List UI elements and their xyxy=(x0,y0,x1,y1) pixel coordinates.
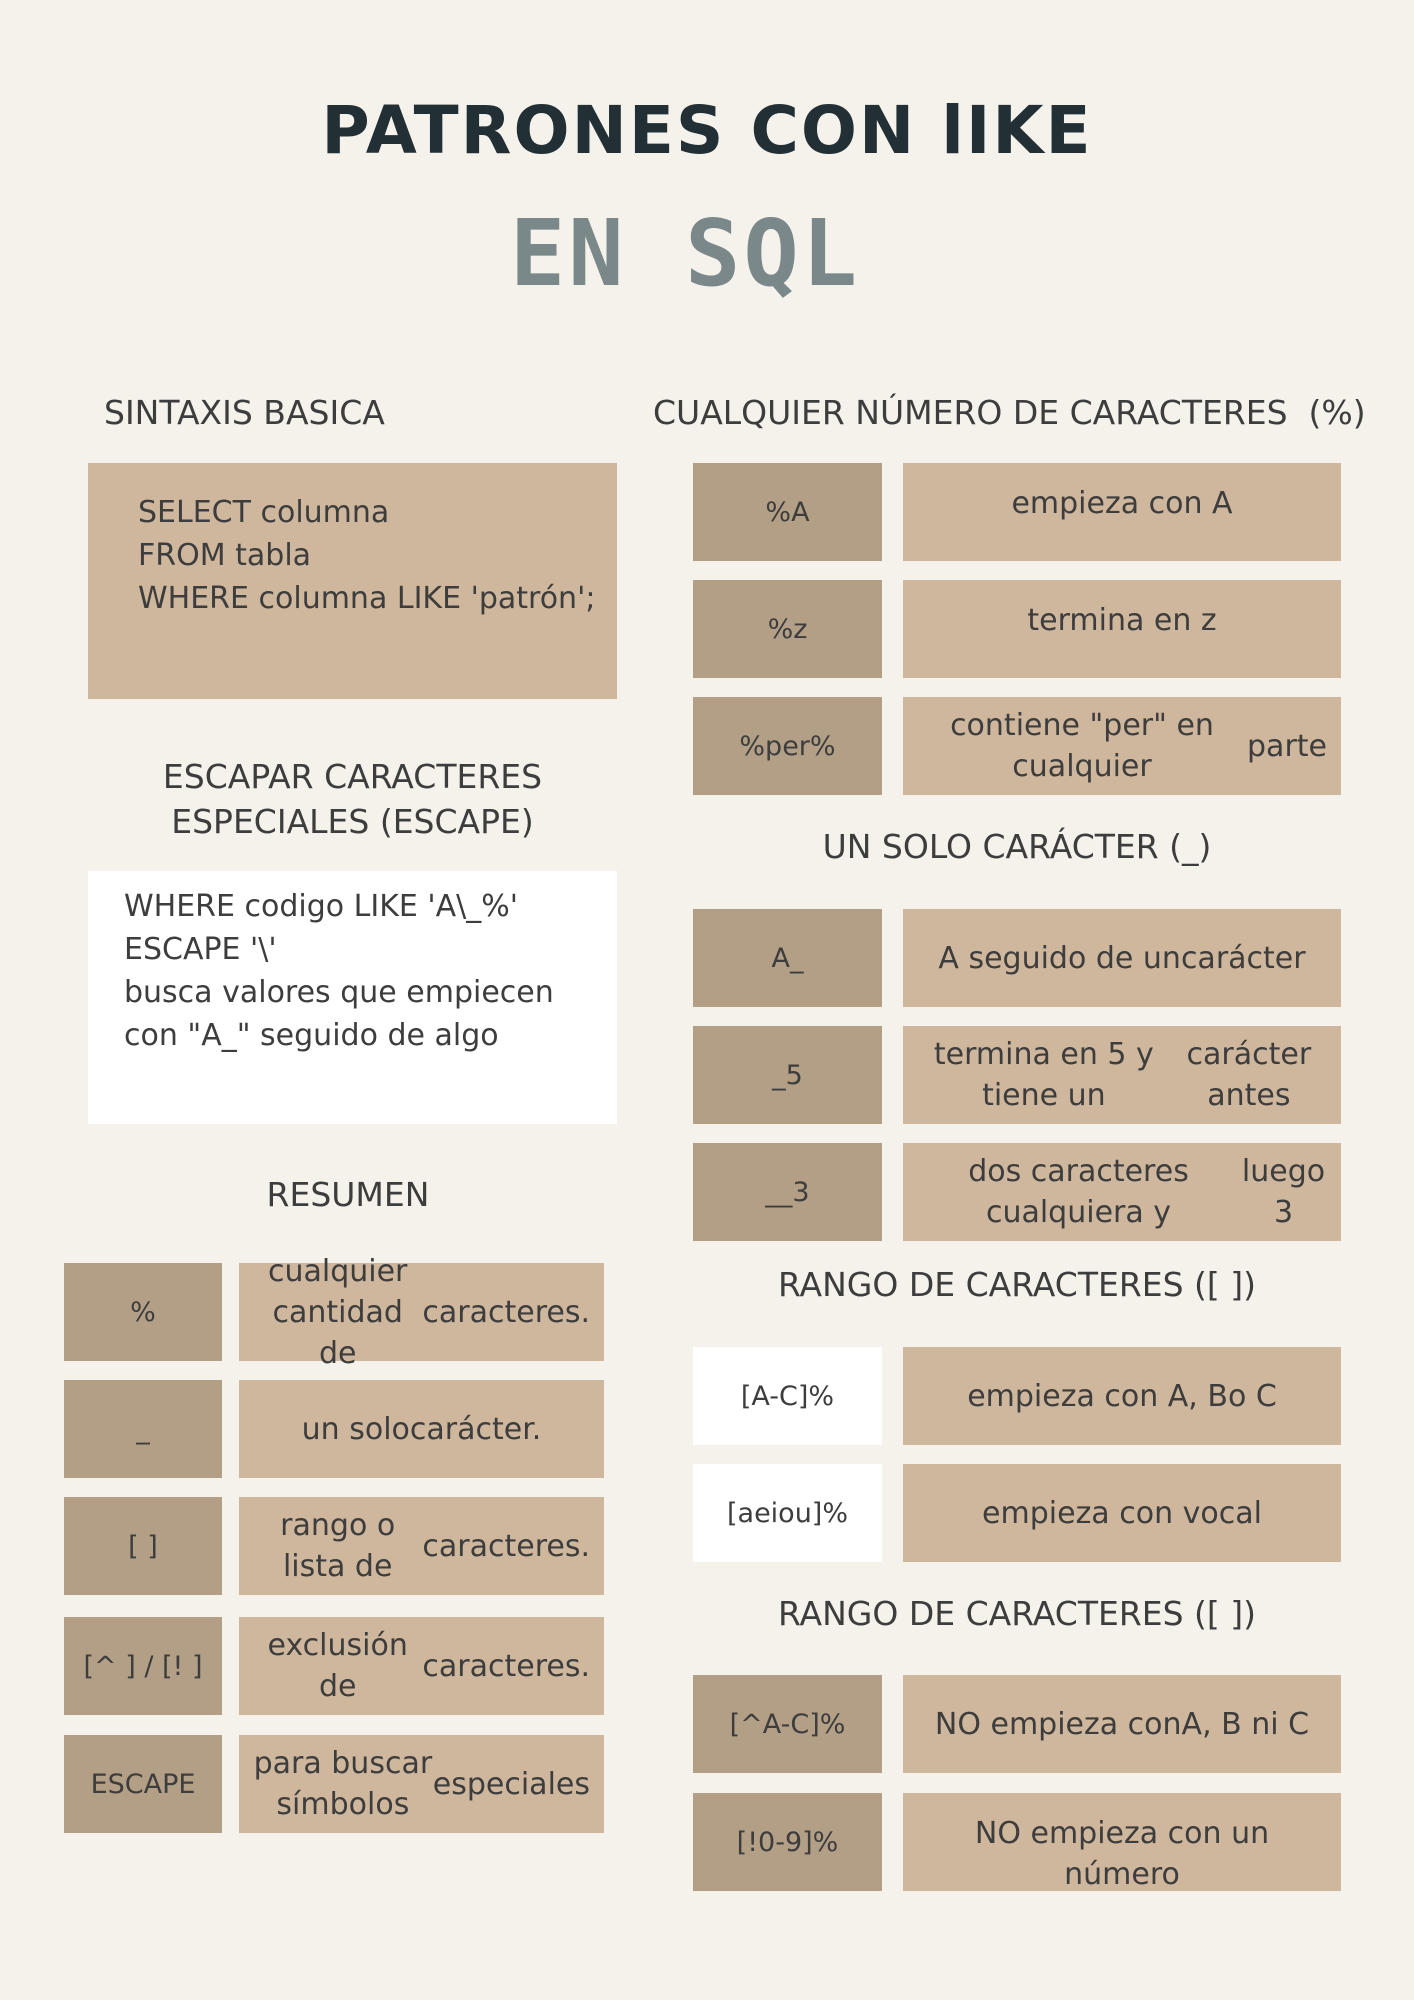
resumen-desc xyxy=(239,1253,604,1371)
page-subtitle: EN SQL xyxy=(509,200,861,307)
pattern-desc xyxy=(903,697,1341,795)
escape-example-box xyxy=(88,871,617,1124)
desc-line: empieza con A, B xyxy=(967,1378,1228,1414)
desc-line: rango o lista de xyxy=(280,1508,396,1584)
desc-line: caracteres. xyxy=(422,1528,590,1564)
desc-line: carácter antes xyxy=(1186,1037,1312,1113)
desc-line: dos caracteres cualquiera y xyxy=(968,1154,1189,1230)
resumen-key: _ xyxy=(64,1380,222,1478)
desc-line: parte xyxy=(1247,728,1327,764)
resumen-desc xyxy=(239,1497,604,1595)
resumen-key: % xyxy=(64,1263,222,1361)
escape-heading-line1: ESCAPAR CARACTERES xyxy=(162,757,543,796)
pattern-key: [!0-9]% xyxy=(693,1793,882,1891)
pattern-key: %per% xyxy=(693,697,882,795)
desc-line: especiales xyxy=(432,1766,590,1802)
desc-line: luego 3 xyxy=(1241,1154,1326,1230)
pattern-desc xyxy=(903,1793,1341,1891)
rango-neg-heading: RANGO DE CARACTERES ([ ]) xyxy=(777,1594,1257,1633)
desc-line: exclusión de xyxy=(267,1628,408,1704)
pattern-desc xyxy=(903,1347,1341,1445)
pattern-desc xyxy=(903,580,1341,678)
un-solo-heading: UN SOLO CARÁCTER (_) xyxy=(822,827,1212,866)
code-line: busca valores que empiecen xyxy=(124,975,554,1010)
resumen-key: [ ] xyxy=(64,1497,222,1595)
pattern-desc xyxy=(903,1026,1341,1124)
pattern-key: [A-C]% xyxy=(693,1347,882,1445)
escape-heading xyxy=(88,754,617,844)
pattern-key: A_ xyxy=(693,909,882,1007)
escape-heading-line2: ESPECIALES (ESCAPE) xyxy=(171,802,534,841)
sintaxis-code-box xyxy=(88,463,617,699)
pattern-desc xyxy=(903,909,1341,1007)
desc-line: empieza con A xyxy=(1011,486,1233,521)
desc-line: para buscar símbolos xyxy=(253,1746,433,1822)
desc-line: NO empieza con xyxy=(934,1706,1182,1742)
pattern-desc xyxy=(903,1464,1341,1562)
desc-line: caracteres. xyxy=(422,1294,590,1330)
page-title: PATRONES CON lIKE xyxy=(321,92,1093,169)
resumen-heading: RESUMEN xyxy=(266,1175,430,1214)
code-line: con "A_" seguido de algo xyxy=(124,1018,499,1053)
resumen-key: [^ ] / [! ] xyxy=(64,1617,222,1715)
resumen-desc xyxy=(239,1617,604,1715)
code-line: FROM tabla xyxy=(138,538,312,573)
desc-line: carácter. xyxy=(409,1411,542,1447)
code-line: SELECT columna xyxy=(138,495,390,530)
desc-line: empieza con vocal xyxy=(982,1495,1262,1531)
code-line: WHERE columna LIKE 'patrón'; xyxy=(138,581,596,616)
desc-line: un solo xyxy=(301,1411,410,1447)
cualquier-heading: CUALQUIER NÚMERO DE CARACTERES (%) xyxy=(653,393,1366,432)
resumen-desc xyxy=(239,1735,604,1833)
desc-line: NO empieza con un número xyxy=(974,1816,1270,1892)
pattern-desc xyxy=(903,1143,1341,1241)
desc-line: o C xyxy=(1227,1378,1277,1414)
pattern-key: __3 xyxy=(693,1143,882,1241)
pattern-key: [^A-C]% xyxy=(693,1675,882,1773)
pattern-key: _5 xyxy=(693,1026,882,1124)
desc-line: termina en z xyxy=(1027,603,1217,638)
desc-line: termina en 5 y tiene un xyxy=(933,1037,1154,1113)
desc-line: caracteres. xyxy=(422,1648,590,1684)
code-line: WHERE codigo LIKE 'A\_%' xyxy=(124,889,519,924)
sintaxis-heading: SINTAXIS BASICA xyxy=(104,393,385,432)
pattern-desc xyxy=(903,463,1341,561)
desc-line: A seguido de un xyxy=(938,940,1181,976)
desc-line: contiene "per" en cualquier xyxy=(950,708,1214,784)
resumen-key: ESCAPE xyxy=(64,1735,222,1833)
pattern-key: %z xyxy=(693,580,882,678)
resumen-desc xyxy=(239,1380,604,1478)
desc-line: cualquier cantidad de xyxy=(267,1253,408,1371)
rango-heading: RANGO DE CARACTERES ([ ]) xyxy=(777,1265,1257,1304)
desc-line: carácter xyxy=(1180,940,1306,976)
code-line: ESCAPE '\' xyxy=(124,932,277,967)
pattern-key: %A xyxy=(693,463,882,561)
pattern-desc xyxy=(903,1675,1341,1773)
desc-line: A, B ni C xyxy=(1181,1706,1310,1742)
pattern-key: [aeiou]% xyxy=(693,1464,882,1562)
